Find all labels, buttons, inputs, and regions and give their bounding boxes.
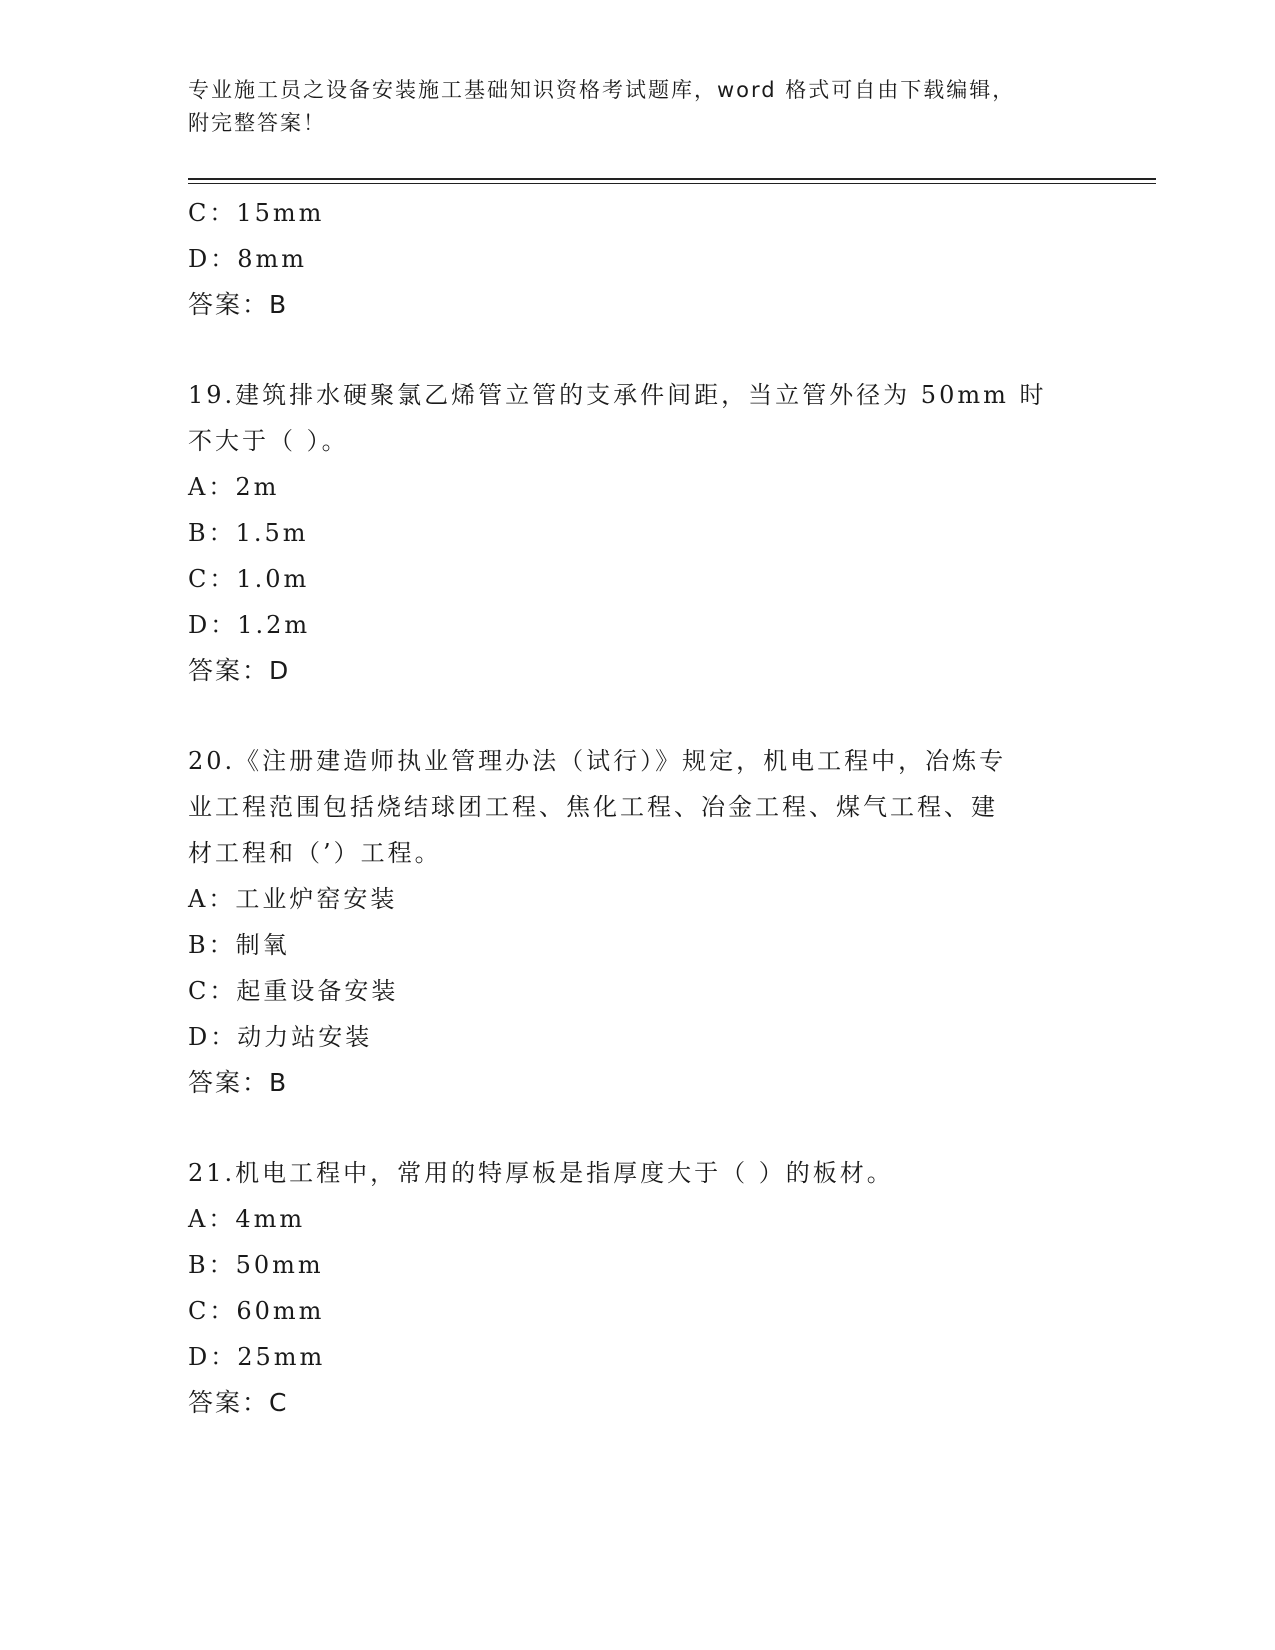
header-divider-thin xyxy=(188,183,1156,184)
option-c: C：1.0m xyxy=(188,565,310,593)
spacer xyxy=(188,694,1088,738)
question-19 xyxy=(188,372,1088,694)
question-stem: 不大于（ ）。 xyxy=(188,427,349,455)
question-partial xyxy=(188,190,1088,328)
option-a: A：4mm xyxy=(188,1205,306,1233)
option-b: B：50mm xyxy=(188,1251,324,1279)
question-20 xyxy=(188,738,1088,1106)
question-stem: 材工程和（’）工程。 xyxy=(188,839,442,867)
question-stem: 20.《注册建造师执业管理办法（试行）》规定，机电工程中，冶炼专 xyxy=(188,747,1007,775)
spacer xyxy=(188,328,1088,372)
question-stem: 业工程范围包括烧结球团工程、焦化工程、冶金工程、煤气工程、建 xyxy=(188,793,998,821)
option-c: C：60mm xyxy=(188,1297,325,1325)
header-divider-thick xyxy=(188,178,1156,180)
answer: 答案：C xyxy=(188,1388,289,1417)
option-d: D：25mm xyxy=(188,1343,326,1371)
option-b: B：制氧 xyxy=(188,931,290,959)
option-b: B：1.5m xyxy=(188,519,309,547)
question-stem: 21.机电工程中，常用的特厚板是指厚度大于（ ）的板材。 xyxy=(188,1159,894,1187)
question-21 xyxy=(188,1150,1088,1426)
option-c: C：起重设备安装 xyxy=(188,977,399,1005)
question-stem: 19.建筑排水硬聚氯乙烯管立管的支承件间距，当立管外径为 50mm 时 xyxy=(188,381,1047,409)
option-a: A：工业炉窑安装 xyxy=(188,885,398,913)
answer: 答案：B xyxy=(188,290,289,319)
option-c: C：15mm xyxy=(188,199,325,227)
question-content xyxy=(188,190,1088,1426)
answer: 答案：D xyxy=(188,656,291,685)
option-d: D：8mm xyxy=(188,245,308,273)
document-header xyxy=(188,74,1068,140)
answer: 答案：B xyxy=(188,1068,289,1097)
option-d: D：动力站安装 xyxy=(188,1023,373,1051)
header-line-1: 专业施工员之设备安装施工基础知识资格考试题库，word 格式可自由下载编辑， xyxy=(188,78,1016,102)
option-d: D：1.2m xyxy=(188,611,311,639)
spacer xyxy=(188,1106,1088,1150)
header-line-2: 附完整答案！ xyxy=(188,111,326,135)
option-a: A：2m xyxy=(188,473,280,501)
